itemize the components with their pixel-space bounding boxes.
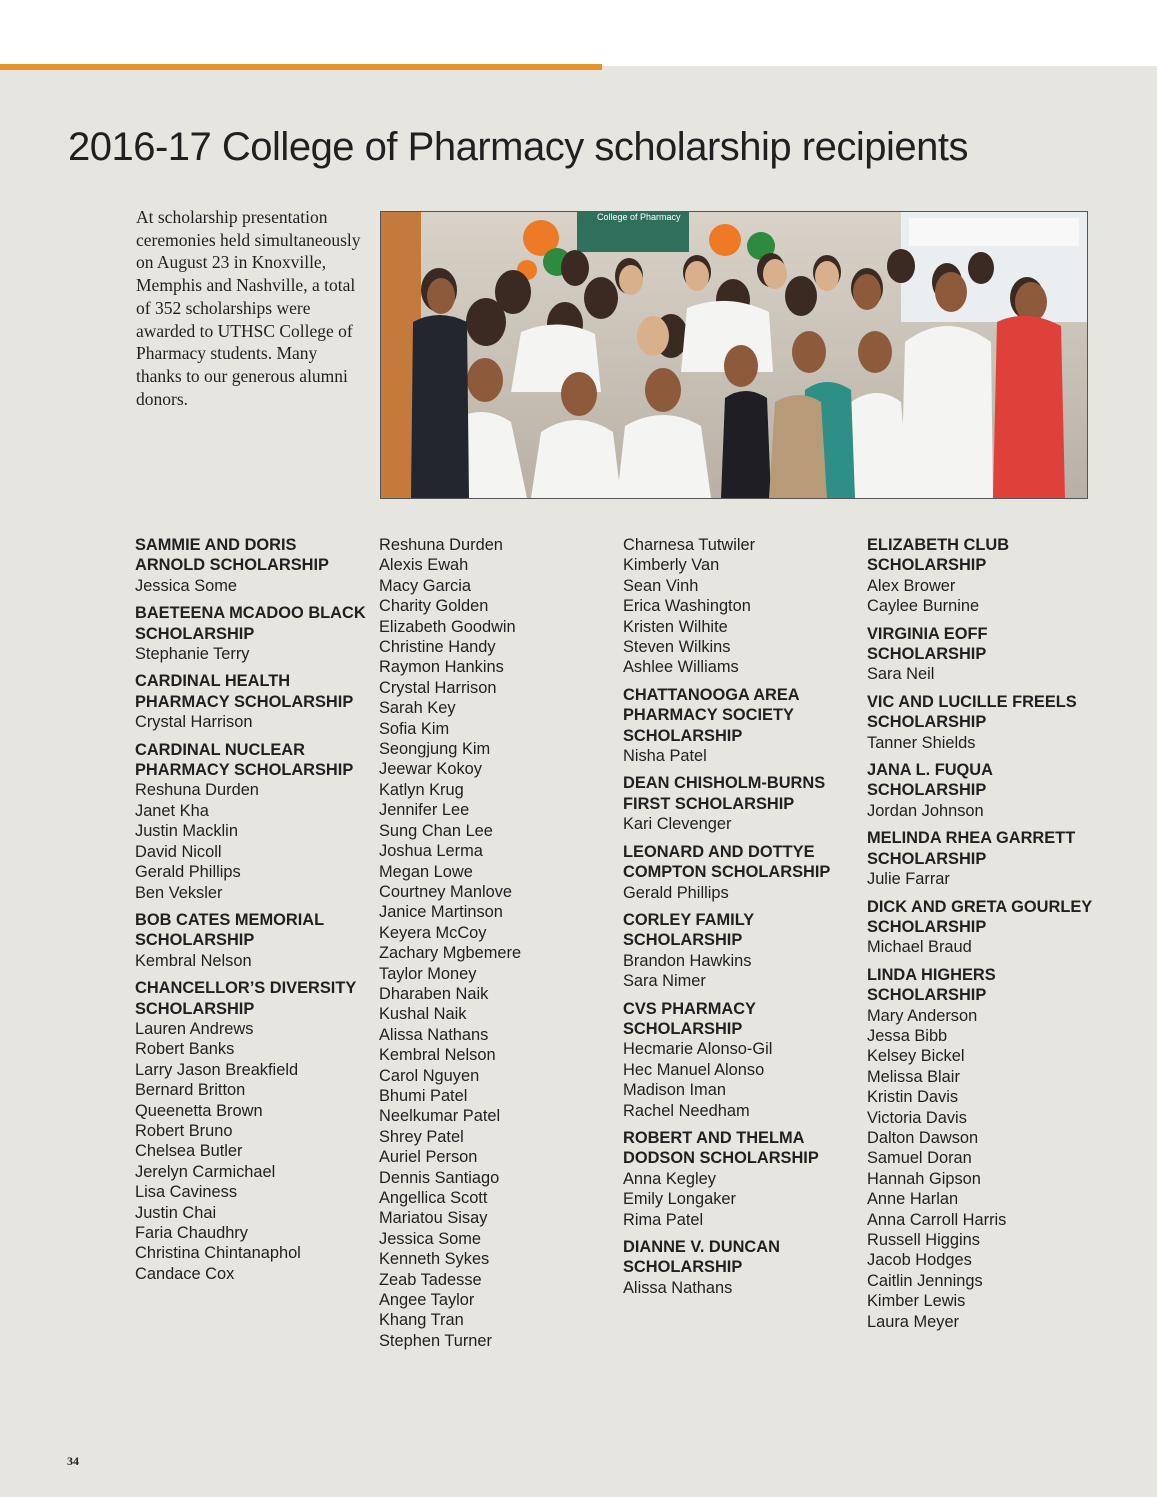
scholarship-title: CORLEY FAMILY SCHOLARSHIP bbox=[623, 910, 754, 950]
recipient-name: Taylor Money bbox=[379, 964, 477, 983]
scholarship-section bbox=[135, 671, 367, 732]
recipient-name: Keyera McCoy bbox=[379, 923, 487, 942]
scholarship-section bbox=[623, 685, 855, 767]
scholarship-section bbox=[623, 910, 855, 992]
recipient-name: Jessica Some bbox=[135, 576, 238, 595]
recipient-name: Courtney Manlove bbox=[379, 882, 513, 901]
recipients-column-4 bbox=[867, 535, 1099, 1339]
recipient-name: Anna Kegley bbox=[623, 1169, 716, 1188]
recipient-name: Bernard Britton bbox=[135, 1081, 246, 1100]
scholarship-title: VIC AND LUCILLE FREELS SCHOLARSHIP bbox=[867, 692, 1077, 732]
recipient-name: Gerald Phillips bbox=[135, 863, 241, 882]
recipient-name: Sara Neil bbox=[867, 665, 935, 684]
recipient-name: Neelkumar Patel bbox=[379, 1107, 501, 1126]
scholarship-section bbox=[135, 910, 367, 971]
recipient-name: Sofia Kim bbox=[379, 719, 450, 738]
scholarship-title: ROBERT AND THELMA DODSON SCHOLARSHIP bbox=[623, 1128, 819, 1168]
recipient-name: Dennis Santiago bbox=[379, 1168, 500, 1187]
recipient-name: Alissa Nathans bbox=[623, 1278, 733, 1297]
scholarship-title: DIANNE V. DUNCAN SCHOLARSHIP bbox=[623, 1238, 780, 1277]
recipient-name: Kimberly Van bbox=[623, 556, 720, 575]
recipient-name: Anna Carroll Harris bbox=[867, 1210, 1007, 1229]
scholarship-title: DEAN CHISHOLM-BURNS FIRST SCHOLARSHIP bbox=[623, 774, 826, 813]
recipient-name: Lauren Andrews bbox=[135, 1019, 254, 1038]
scholarship-section bbox=[867, 760, 1099, 821]
recipient-name: Rachel Needham bbox=[623, 1101, 750, 1120]
recipient-name: Chelsea Butler bbox=[135, 1142, 243, 1161]
scholarship-section bbox=[867, 828, 1099, 889]
scholarship-title: LINDA HIGHERS SCHOLARSHIP bbox=[867, 965, 996, 1005]
scholarship-title: VIRGINIA EOFF SCHOLARSHIP bbox=[867, 624, 988, 664]
recipient-name: Charnesa Tutwiler bbox=[623, 536, 756, 554]
recipient-name: Hannah Gipson bbox=[867, 1169, 981, 1188]
recipient-name: Crystal Harrison bbox=[379, 678, 497, 697]
top-band bbox=[0, 0, 1157, 66]
scholarship-title: MELINDA RHEA GARRETT SCHOLARSHIP bbox=[867, 829, 1076, 868]
scholarship-title: JANA L. FUQUA SCHOLARSHIP bbox=[867, 761, 993, 800]
recipient-name: Julie Farrar bbox=[867, 870, 950, 889]
group-photo bbox=[380, 211, 1088, 499]
recipient-name: Zeab Tadesse bbox=[379, 1270, 482, 1289]
recipient-name: Kushal Naik bbox=[379, 1005, 467, 1024]
recipient-name: Faria Chaudhry bbox=[135, 1224, 248, 1242]
scholarship-title: CARDINAL HEALTH PHARMACY SCHOLARSHIP bbox=[135, 672, 354, 711]
recipient-name: Angellica Scott bbox=[379, 1189, 488, 1207]
scholarship-title: CVS PHARMACY SCHOLARSHIP bbox=[623, 999, 756, 1038]
scholarship-section bbox=[867, 897, 1099, 958]
recipient-name: Mariatou Sisay bbox=[379, 1209, 488, 1228]
recipient-name: Jacob Hodges bbox=[867, 1251, 972, 1270]
recipient-name: Kenneth Sykes bbox=[379, 1250, 490, 1269]
photo-banner-text: College of Pharmacy bbox=[597, 212, 681, 222]
recipient-name: Alissa Nathans bbox=[379, 1025, 489, 1044]
recipient-name: Raymon Hankins bbox=[379, 658, 504, 677]
recipient-name: Jordan Johnson bbox=[867, 801, 984, 820]
recipient-name: Anne Harlan bbox=[867, 1190, 959, 1209]
recipient-name: Tanner Shields bbox=[867, 733, 976, 752]
recipient-name: Kristin Davis bbox=[867, 1088, 959, 1107]
scholarship-section bbox=[623, 999, 855, 1121]
recipients-column-3 bbox=[623, 535, 855, 1305]
recipient-name: Hec Manuel Alonso bbox=[623, 1060, 765, 1079]
recipient-name: Crystal Harrison bbox=[135, 713, 253, 732]
recipient-name: Laura Meyer bbox=[867, 1312, 960, 1331]
recipient-name: Sarah Key bbox=[379, 699, 456, 718]
recipient-name: Justin Chai bbox=[135, 1203, 217, 1222]
recipient-name: Robert Bruno bbox=[135, 1121, 233, 1140]
scholarship-section bbox=[623, 842, 855, 903]
recipient-name: Kari Clevenger bbox=[623, 815, 732, 834]
recipient-name: Elizabeth Goodwin bbox=[379, 617, 516, 636]
accent-rule bbox=[0, 64, 602, 70]
page-title: 2016-17 College of Pharmacy scholarship recipients bbox=[68, 124, 968, 169]
scholarship-section bbox=[867, 535, 1099, 617]
recipient-name: Gerald Phillips bbox=[623, 883, 729, 902]
recipient-name: Dalton Dawson bbox=[867, 1128, 979, 1147]
recipient-name: Justin Macklin bbox=[135, 822, 238, 841]
recipient-name: Alexis Ewah bbox=[379, 556, 469, 575]
page-number: 34 bbox=[67, 1454, 79, 1468]
recipient-name: Khang Tran bbox=[379, 1311, 464, 1330]
scholarship-section bbox=[623, 773, 855, 834]
recipient-name: Jennifer Lee bbox=[379, 801, 470, 820]
recipient-name: Melissa Blair bbox=[867, 1067, 960, 1086]
recipient-name: Ashlee Williams bbox=[623, 658, 739, 677]
recipient-name: Joshua Lerma bbox=[379, 842, 483, 861]
recipient-name: Nisha Patel bbox=[623, 747, 707, 766]
recipient-name: Charity Golden bbox=[379, 597, 489, 616]
recipient-name: Kelsey Bickel bbox=[867, 1047, 965, 1066]
scholarship-section bbox=[623, 535, 855, 678]
scholarship-section bbox=[379, 535, 611, 1351]
recipient-name: Madison Iman bbox=[623, 1081, 726, 1100]
scholarship-section bbox=[623, 1128, 855, 1230]
recipient-name: Caylee Burnine bbox=[867, 597, 980, 616]
scholarship-title: BAETEENA MCADOO BLACK SCHOLARSHIP bbox=[135, 604, 366, 643]
recipient-name: Kembral Nelson bbox=[379, 1046, 496, 1065]
recipient-name: Christina Chintanaphol bbox=[135, 1244, 301, 1263]
scholarship-title: BOB CATES MEMORIAL SCHOLARSHIP bbox=[135, 910, 324, 950]
recipient-name: Macy Garcia bbox=[379, 576, 471, 595]
recipient-name: Candace Cox bbox=[135, 1264, 235, 1283]
scholarship-section bbox=[867, 624, 1099, 685]
recipient-name: Janice Martinson bbox=[379, 903, 503, 922]
scholarship-title: CHANCELLOR’S DIVERSITY SCHOLARSHIP bbox=[135, 979, 356, 1018]
recipients-column-1 bbox=[135, 535, 367, 1291]
recipient-name: Reshuna Durden bbox=[379, 536, 503, 554]
recipient-name: Michael Braud bbox=[867, 938, 972, 957]
recipient-name: Angee Taylor bbox=[379, 1291, 475, 1310]
recipient-name: Hecmarie Alonso-Gil bbox=[623, 1040, 773, 1059]
recipient-name: Megan Lowe bbox=[379, 862, 473, 881]
recipient-name: Jessa Bibb bbox=[867, 1026, 948, 1045]
recipient-name: Rima Patel bbox=[623, 1210, 704, 1229]
recipient-name: Kembral Nelson bbox=[135, 951, 252, 970]
recipient-name: Lisa Caviness bbox=[135, 1183, 238, 1202]
recipient-name: Caitlin Jennings bbox=[867, 1271, 983, 1290]
scholarship-title: CHATTANOOGA AREA PHARMACY SOCIETY SCHOLARSHIP bbox=[623, 685, 800, 745]
recipient-name: Shrey Patel bbox=[379, 1127, 464, 1146]
scholarship-title: SAMMIE AND DORIS ARNOLD SCHOLARSHIP bbox=[135, 536, 329, 575]
scholarship-section bbox=[867, 692, 1099, 753]
recipient-name: Alex Brower bbox=[867, 576, 956, 595]
recipient-name: Larry Jason Breakfield bbox=[135, 1060, 299, 1079]
recipient-name: Samuel Doran bbox=[867, 1149, 972, 1168]
scholarship-title: DICK AND GRETA GOURLEY SCHOLARSHIP bbox=[867, 897, 1092, 936]
recipient-name: Sung Chan Lee bbox=[379, 821, 493, 840]
intro-paragraph: At scholarship presentation ceremonies held simultaneously on August 23 in Knoxville, Memphis and Nashville, a total of 352 scholarships were awarded to UTHSC College of Pharmacy students. Many thanks to our generous alumni donors. bbox=[136, 207, 361, 409]
recipient-name: Sean Vinh bbox=[623, 576, 699, 595]
recipient-name: Jerelyn Carmichael bbox=[135, 1162, 276, 1181]
recipient-name: David Nicoll bbox=[135, 842, 222, 861]
scholarship-section bbox=[135, 978, 367, 1284]
recipient-name: Steven Wilkins bbox=[623, 638, 731, 657]
recipient-name: Robert Banks bbox=[135, 1040, 235, 1059]
scholarship-section bbox=[135, 740, 367, 903]
recipient-name: Carol Nguyen bbox=[379, 1066, 480, 1085]
recipient-name: Stephanie Terry bbox=[135, 645, 250, 664]
scholarship-title: CARDINAL NUCLEAR PHARMACY SCHOLARSHIP bbox=[135, 740, 354, 780]
scholarship-section bbox=[135, 535, 367, 596]
scholarship-title: ELIZABETH CLUB SCHOLARSHIP bbox=[867, 536, 1010, 575]
recipient-name: Auriel Person bbox=[379, 1148, 478, 1167]
recipient-name: Zachary Mgbemere bbox=[379, 944, 522, 963]
recipient-name: Erica Washington bbox=[623, 597, 751, 616]
scholarship-section bbox=[135, 603, 367, 664]
recipient-name: Jeewar Kokoy bbox=[379, 760, 482, 779]
scholarship-title: LEONARD AND DOTTYE COMPTON SCHOLARSHIP bbox=[623, 842, 831, 882]
recipient-name: Ben Veksler bbox=[135, 883, 223, 902]
recipient-name: Emily Longaker bbox=[623, 1190, 736, 1209]
recipient-name: Janet Kha bbox=[135, 801, 209, 820]
recipient-name: Christine Handy bbox=[379, 638, 496, 657]
recipient-name: Brandon Hawkins bbox=[623, 951, 752, 970]
recipient-name: Bhumi Patel bbox=[379, 1086, 468, 1105]
recipient-name: Jessica Some bbox=[379, 1229, 482, 1248]
recipient-name: Reshuna Durden bbox=[135, 781, 259, 800]
recipient-name: Stephen Turner bbox=[379, 1331, 492, 1350]
recipient-name: Dharaben Naik bbox=[379, 984, 489, 1003]
recipient-name: Kristen Wilhite bbox=[623, 617, 728, 636]
scholarship-section bbox=[623, 1237, 855, 1298]
recipient-name: Victoria Davis bbox=[867, 1108, 967, 1127]
recipients-column-2 bbox=[379, 535, 611, 1358]
recipient-name: Sara Nimer bbox=[623, 972, 706, 991]
recipient-name: Kimber Lewis bbox=[867, 1292, 966, 1311]
recipient-name: Mary Anderson bbox=[867, 1006, 978, 1025]
recipient-name: Queenetta Brown bbox=[135, 1101, 263, 1120]
recipient-name: Katlyn Krug bbox=[379, 780, 464, 799]
recipient-name: Seongjung Kim bbox=[379, 740, 491, 759]
scholarship-section bbox=[867, 965, 1099, 1332]
recipient-name: Russell Higgins bbox=[867, 1231, 980, 1249]
